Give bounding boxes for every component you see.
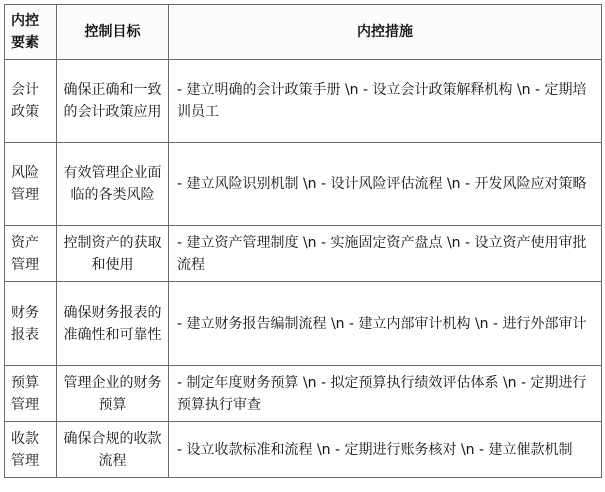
table-row bbox=[5, 143, 602, 226]
cell-measures: - 建立资产管理制度 \n - 实施固定资产盘点 \n - 设立资产使用审批流程 bbox=[169, 226, 602, 282]
cell-element: 风险管理 bbox=[5, 143, 57, 226]
header-row bbox=[5, 5, 602, 60]
cell-measures: - 建立风险识别机制 \n - 设计风险评估流程 \n - 开发风险应对策略 bbox=[169, 143, 602, 226]
cell-objective: 管理企业的财务预算 bbox=[57, 366, 169, 422]
cell-measures: - 制定年度财务预算 \n - 拟定预算执行绩效评估体系 \n - 定期进行预算执行审查 bbox=[169, 366, 602, 422]
cell-objective: 有效管理企业面临的各类风险 bbox=[57, 143, 169, 226]
cell-objective: 确保合规的收款流程 bbox=[57, 422, 169, 478]
table-row bbox=[5, 282, 602, 366]
table-row bbox=[5, 226, 602, 282]
cell-element: 收款管理 bbox=[5, 422, 57, 478]
table-row bbox=[5, 60, 602, 143]
header-element: 内控要素 bbox=[5, 5, 57, 60]
cell-measures: - 建立明确的会计政策手册 \n - 设立会计政策解释机构 \n - 定期培训员工 bbox=[169, 60, 602, 143]
header-measures: 内控措施 bbox=[169, 5, 602, 60]
cell-element: 会计政策 bbox=[5, 60, 57, 143]
cell-element: 资产管理 bbox=[5, 226, 57, 282]
cell-element: 财务报表 bbox=[5, 282, 57, 366]
table-row bbox=[5, 422, 602, 478]
cell-element: 预算管理 bbox=[5, 366, 57, 422]
cell-measures: - 建立财务报告编制流程 \n - 建立内部审计机构 \n - 进行外部审计 bbox=[169, 282, 602, 366]
cell-objective: 确保正确和一致的会计政策应用 bbox=[57, 60, 169, 143]
header-objective: 控制目标 bbox=[57, 5, 169, 60]
cell-objective: 确保财务报表的准确性和可靠性 bbox=[57, 282, 169, 366]
table-row bbox=[5, 366, 602, 422]
cell-measures: - 设立收款标准和流程 \n - 定期进行账务核对 \n - 建立催款机制 bbox=[169, 422, 602, 478]
cell-objective: 控制资产的获取和使用 bbox=[57, 226, 169, 282]
internal-control-table bbox=[4, 4, 602, 478]
